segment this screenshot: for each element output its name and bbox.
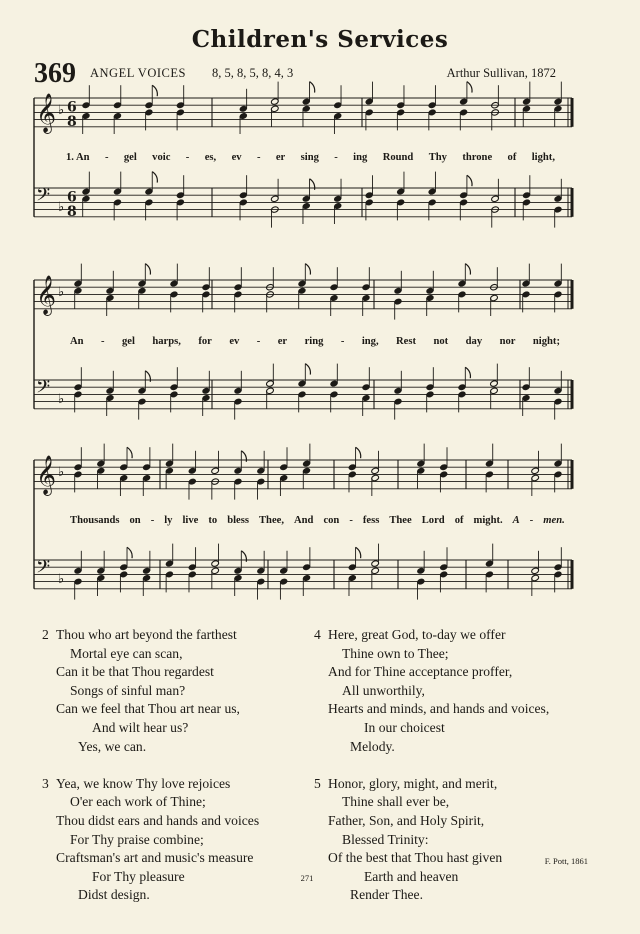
verse-line <box>314 812 549 831</box>
key-flat-icon: ♭ <box>58 392 65 408</box>
lyric-syllable: Thousands <box>70 515 120 526</box>
lyric-syllable: - <box>334 152 338 163</box>
time-signature-bottom: 8 <box>67 114 77 131</box>
verse-text: Earth and heaven <box>364 868 459 884</box>
key-flat-icon: ♭ <box>58 572 65 588</box>
note-flag <box>305 364 310 375</box>
verse-text: Thine shall ever be, <box>342 794 450 810</box>
lyric-syllable: not <box>433 336 449 347</box>
lyric-syllable: ring <box>304 336 324 347</box>
key-flat-icon: ♭ <box>58 284 65 300</box>
verse-line <box>42 812 259 831</box>
text-attribution: F. Pott, 1861 <box>544 856 588 866</box>
lyric-syllable: - <box>256 336 261 347</box>
verse-line <box>314 663 549 682</box>
lyrics-line-2 <box>70 336 560 347</box>
verse-line <box>314 645 549 664</box>
lyric-syllable: And <box>294 515 314 526</box>
lyric-syllable: 1. An <box>66 152 90 163</box>
verse-text: Can we feel that Thou art near us, <box>56 701 240 717</box>
note-flag <box>465 367 470 378</box>
lyric-syllable: fess <box>362 515 380 526</box>
lyric-syllable: - <box>529 515 534 526</box>
lyric-syllable: night; <box>532 336 560 347</box>
verse-3 <box>42 775 259 905</box>
lyric-syllable: es, <box>204 152 217 163</box>
verse-line <box>42 682 259 701</box>
verse-text: Hearts and minds, and hands and voices, <box>328 701 550 717</box>
note-flag <box>465 264 470 275</box>
lyric-syllable: - <box>150 515 155 526</box>
lyric-syllable: gel <box>123 152 137 163</box>
lyric-syllable: of <box>507 152 517 163</box>
verse-line <box>314 793 549 812</box>
verse-line <box>314 738 549 757</box>
time-signature-top: 6 <box>67 99 77 116</box>
lyric-syllable: Rest <box>396 336 417 347</box>
lyric-syllable: Lord <box>421 515 445 526</box>
verse-text: All unworthily, <box>342 682 425 698</box>
lyric-syllable: er <box>275 152 286 163</box>
lyric-syllable: day <box>465 336 483 347</box>
verse-line <box>314 700 549 719</box>
lyric-syllable: Thee <box>389 515 412 526</box>
time-signature-bottom: 8 <box>67 204 77 221</box>
lyric-syllable: throne <box>462 152 493 163</box>
verse-text: Melody. <box>350 738 395 754</box>
lyric-syllable: light, <box>531 152 555 163</box>
lyric-syllable: on <box>129 515 141 526</box>
lyric-syllable: of <box>454 515 464 526</box>
key-flat-icon: ♭ <box>58 464 65 480</box>
verse-text: Can it be that Thou regardest <box>56 664 214 680</box>
composer: Arthur Sullivan, 1872 <box>446 66 556 80</box>
verse-text: Blessed Trinity: <box>342 831 429 847</box>
verse-text: Songs of sinful man? <box>70 682 186 698</box>
verse-line <box>42 849 259 868</box>
note-flag <box>356 547 361 558</box>
verse-line <box>42 626 259 645</box>
verse-text: Mortal eye can scan, <box>70 645 183 661</box>
treble-clef-icon: 𝄞 <box>36 274 57 315</box>
verse-text: Yea, we know Thy love rejoices <box>56 775 231 791</box>
note-flag <box>305 264 310 275</box>
lyric-syllable: ing, <box>361 336 379 347</box>
lyric-syllable: - <box>256 152 261 163</box>
lyric-syllable: - <box>104 152 109 163</box>
verse-number: 3 <box>42 775 49 791</box>
verse-line <box>314 775 549 794</box>
verse-line <box>314 849 549 868</box>
verse-text: Father, Son, and Holy Spirit, <box>328 812 485 828</box>
verse-line <box>314 831 549 850</box>
verse-number: 2 <box>42 627 49 642</box>
time-signature-top: 6 <box>67 189 77 206</box>
verse-text: And for Thine acceptance proffer, <box>328 664 513 680</box>
lyrics-line-1 <box>66 152 555 163</box>
verse-text: Thine own to Thee; <box>342 645 449 661</box>
lyric-syllable: Round <box>382 152 414 163</box>
verse-line <box>314 886 549 905</box>
verse-text: And wilt hear us? <box>92 719 189 735</box>
page-number: 271 <box>300 873 314 883</box>
lyric-syllable: - <box>185 152 190 163</box>
verse-2 <box>42 626 259 756</box>
lyric-syllable: Thy <box>428 152 447 163</box>
note-flag <box>145 264 150 275</box>
lyric-syllable: sing <box>300 152 319 163</box>
lyric-syllable: er <box>277 336 288 347</box>
verses-right-column <box>314 626 549 905</box>
lyric-syllable: con <box>323 515 340 526</box>
lyric-syllable: - <box>349 515 353 526</box>
note-flag <box>127 547 132 558</box>
verse-number: 5 <box>314 775 321 791</box>
lyric-syllable: - <box>100 336 105 347</box>
lyric-syllable: might. <box>473 515 503 526</box>
key-flat-icon: ♭ <box>58 102 65 118</box>
verse-text: Didst design. <box>78 887 150 903</box>
verse-line <box>42 738 259 757</box>
lyric-syllable: ing <box>353 152 368 163</box>
verse-text: Render Thee. <box>350 887 423 903</box>
lyric-syllable: An <box>70 336 84 347</box>
verses-left-column <box>42 626 259 905</box>
verse-text: Honor, glory, might, and merit, <box>328 775 498 791</box>
verse-line <box>42 793 259 812</box>
lyric-syllable: A <box>512 515 520 526</box>
verse-4 <box>314 626 549 756</box>
verse-line <box>42 831 259 850</box>
treble-clef-icon: 𝄞 <box>36 454 57 495</box>
note-flag <box>310 82 315 93</box>
verse-text: In our choicest <box>364 719 445 735</box>
verse-text: For Thy pleasure <box>92 868 185 884</box>
lyric-syllable: live <box>182 515 199 526</box>
verse-text: Thou who art beyond the farthest <box>56 627 237 642</box>
hymn-number: 369 <box>34 58 76 89</box>
verse-line <box>42 719 259 738</box>
lyric-syllable: ly <box>164 515 173 526</box>
lyric-syllable: ev <box>229 336 240 347</box>
lyric-syllable: ev <box>231 152 242 163</box>
note-flag <box>127 447 132 458</box>
verse-line <box>42 663 259 682</box>
bass-clef-icon: 𝄢 <box>36 556 51 582</box>
verse-text: Thou didst ears and hands and voices <box>56 812 260 828</box>
bass-clef-icon: 𝄢 <box>36 184 51 210</box>
tune-name: ANGEL VOICES <box>90 66 186 80</box>
section-title: Children's Services <box>191 26 449 53</box>
key-flat-icon: ♭ <box>58 200 65 216</box>
lyric-syllable: for <box>198 336 212 347</box>
verse-line <box>42 775 259 794</box>
lyric-syllable: harps, <box>152 336 181 347</box>
verse-line <box>42 645 259 664</box>
verse-line <box>314 626 549 645</box>
verse-line <box>42 886 259 905</box>
bass-clef-icon: 𝄢 <box>36 376 51 402</box>
lyric-syllable: - <box>340 336 345 347</box>
verse-line <box>314 719 549 738</box>
note-flag <box>152 85 157 96</box>
verse-number: 4 <box>314 627 321 642</box>
lyric-syllable: voic <box>152 152 171 163</box>
lyric-syllable: men. <box>543 515 565 526</box>
verse-5 <box>314 775 549 905</box>
note-flag <box>152 172 157 183</box>
note-flag <box>467 82 472 93</box>
verse-text: For Thy praise combine; <box>70 831 204 847</box>
verse-text: Here, great God, to-day we offer <box>328 627 506 642</box>
note-flag <box>356 447 361 458</box>
verse-line <box>42 700 259 719</box>
lyric-syllable: bless <box>227 515 249 526</box>
verse-line <box>314 682 549 701</box>
verse-text: Of the best that Thou hast given <box>328 850 503 866</box>
lyric-syllable: Thee, <box>258 515 284 526</box>
verse-text: Yes, we can. <box>78 738 147 754</box>
lyric-syllable: nor <box>499 336 516 347</box>
verse-text: Craftsman's art and music's measure <box>56 850 254 866</box>
lyrics-line-3 <box>70 515 565 526</box>
lyric-syllable: to <box>208 515 218 526</box>
treble-clef-icon: 𝄞 <box>36 92 57 133</box>
verse-text: O'er each work of Thine; <box>70 794 206 810</box>
meter: 8, 5, 8, 5, 8, 4, 3 <box>212 66 294 80</box>
lyric-syllable: gel <box>121 336 135 347</box>
note-flag <box>467 175 472 186</box>
